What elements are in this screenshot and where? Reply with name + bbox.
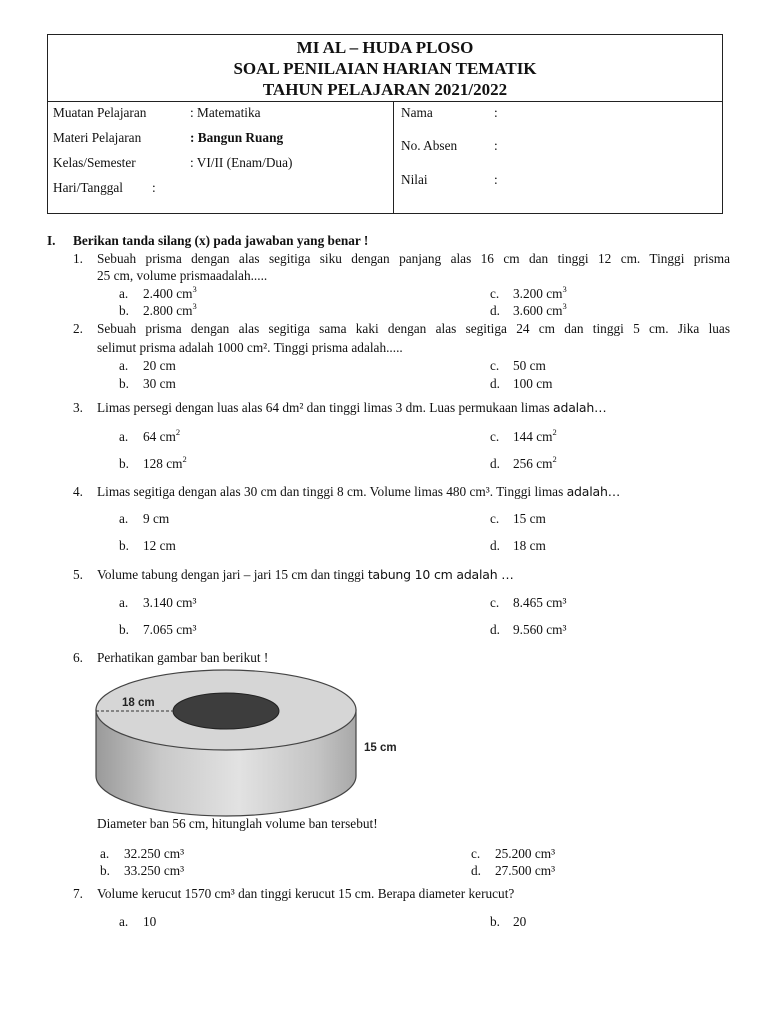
question-number: 4. [73,484,83,499]
subject-value: : Matematika [190,105,261,120]
option-a[interactable]: 20 cm [143,358,176,373]
option-label[interactable]: c. [471,846,481,861]
name-value: : [494,105,498,120]
option-label[interactable]: d. [490,456,500,471]
score-value: : [494,172,498,187]
class-label: Kelas/Semester [53,155,136,170]
header-titles [48,35,722,102]
option-label[interactable]: a. [119,429,129,444]
option-label[interactable]: c. [490,358,500,373]
option-label[interactable]: b. [100,863,110,878]
exam-title: SOAL PENILAIAN HARIAN TEMATIK [233,59,537,78]
option-a[interactable]: 32.250 cm³ [124,846,185,861]
option-d[interactable]: 18 cm [513,538,546,553]
date-value: : [152,180,156,195]
option-c[interactable]: 144 $cm^2$ [513,427,557,444]
option-a[interactable]: 3.140 cm³ [143,595,197,610]
tire-hole [173,693,279,729]
option-c[interactable]: 8.465 cm³ [513,595,567,610]
date-label: Hari/Tanggal [53,180,123,195]
option-b[interactable]: 7.065 cm³ [143,622,197,637]
option-label[interactable]: d. [490,376,500,391]
option-c[interactable]: 3.200 $cm^3$ [513,284,567,301]
option-a[interactable]: 10 [143,914,157,929]
tire-figure [90,668,410,820]
topic-value: : Bangun Ruang [190,130,284,145]
option-label[interactable]: d. [490,538,500,553]
option-c[interactable]: 50 cm [513,358,546,373]
option-label[interactable]: b. [119,538,129,553]
question-number: 7. [73,886,83,901]
school-name: MI AL – HUDA PLOSO [296,38,474,57]
question-number: 3. [73,400,83,415]
option-d[interactable]: 9.560 cm³ [513,622,567,637]
score-label: Nilai [401,172,428,187]
topic-label: Materi Pelajaran [53,130,142,145]
option-b[interactable]: 20 [513,914,527,929]
option-c[interactable]: 15 cm [513,511,546,526]
option-label[interactable]: c. [490,595,500,610]
subject-label: Muatan Pelajaran [53,105,147,120]
header-divider [393,101,394,214]
question-text: Volume tabung dengan jari – jari 15 cm dan tinggi tabung 10 cm adalah … [97,567,514,582]
option-label[interactable]: a. [119,595,129,610]
academic-year: TAHUN PELAJARAN 2021/2022 [262,80,508,99]
option-label[interactable]: b. [119,622,129,637]
section-number: I. [47,233,56,248]
header-box [47,34,723,214]
option-label[interactable]: a. [119,286,129,301]
question-number: 1. [73,251,83,266]
question-number: 5. [73,567,83,582]
question-text: Limas segitiga dengan alas 30 cm dan tinggi 8 cm. Volume limas 480 cm³. Tinggi limas adalah… [97,484,621,499]
name-label: Nama [401,105,433,120]
option-d[interactable]: 100 cm [513,376,553,391]
option-label[interactable]: a. [119,511,129,526]
section-instruction: Berikan tanda silang (x) pada jawaban yang benar ! [73,233,369,248]
question-number: 6. [73,650,83,665]
option-label[interactable]: b. [119,303,129,318]
option-label[interactable]: b. [119,376,129,391]
option-label[interactable]: d. [490,622,500,637]
option-label[interactable]: c. [490,429,500,444]
absen-label: No. Absen [401,138,458,153]
option-b[interactable]: 128 $cm^2$ [143,454,187,471]
option-label[interactable]: b. [119,456,129,471]
option-d[interactable]: 27.500 cm³ [495,863,556,878]
option-label[interactable]: a. [119,914,129,929]
option-label[interactable]: d. [471,863,481,878]
height-label: 15 cm [364,742,397,754]
question-text: Limas persegi dengan luas alas 64 dm² dan tinggi limas 3 dm. Luas permukaan limas adalah… [97,400,607,415]
question-number: 2. [73,321,83,336]
option-a[interactable]: 9 cm [143,511,170,526]
class-value: : VI/II (Enam/Dua) [190,155,293,170]
option-b[interactable]: 30 cm [143,376,176,391]
option-label[interactable]: c. [490,511,500,526]
option-b[interactable]: 12 cm [143,538,176,553]
question-text: 25 cm, volume prismaadalah..... [97,268,268,283]
option-d[interactable]: 256 $cm^2$ [513,454,557,471]
question-text: Volume kerucut 1570 cm³ dan tinggi kerucut 15 cm. Berapa diameter kerucut? [97,886,515,901]
question-text: Sebuah prisma dengan alas segitiga sama kaki dengan alas segitiga 24 cm dan tinggi 5 cm. Jika luas [97,321,730,336]
option-label[interactable]: c. [490,286,500,301]
option-d[interactable]: 3.600 $cm^3$ [513,301,567,318]
question-text: Perhatikan gambar ban berikut ! [97,650,269,665]
question-text: selimut prisma adalah 1000 cm². Tinggi prisma adalah..... [97,340,403,355]
option-c[interactable]: 25.200 cm³ [495,846,556,861]
radius-label: 18 cm [122,697,155,709]
option-label[interactable]: b. [490,914,500,929]
option-label[interactable]: d. [490,303,500,318]
option-label[interactable]: a. [119,358,129,373]
question-text: Sebuah prisma dengan alas segitiga siku dengan panjang alas 16 cm dan tinggi 12 cm. Tinggi prisma [97,251,730,266]
option-label[interactable]: a. [100,846,110,861]
option-b[interactable]: 2.800 $cm^3$ [143,301,197,318]
question-text: Diameter ban 56 cm, hitunglah volume ban tersebut! [97,816,378,831]
absen-value: : [494,138,498,153]
option-a[interactable]: 64 $cm^2$ [143,427,181,444]
option-a[interactable]: 2.400 $cm^3$ [143,284,197,301]
option-b[interactable]: 33.250 cm³ [124,863,185,878]
